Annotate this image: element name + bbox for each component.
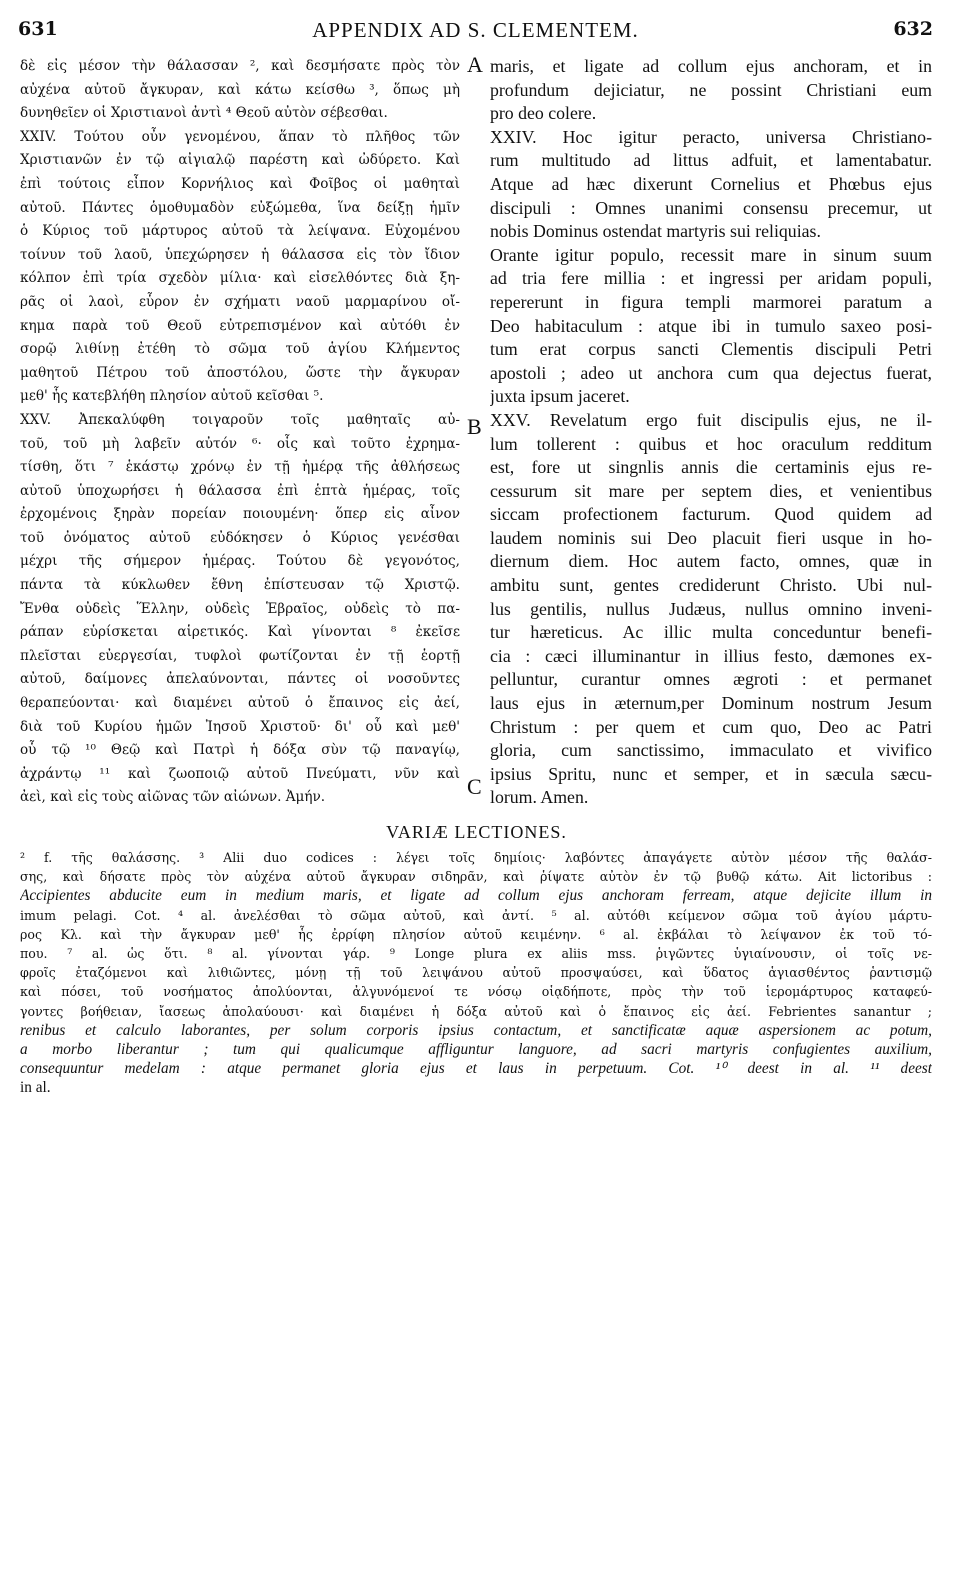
note-line: καὶ πόσει, τοῦ νοσήματος ἀπολύονται, ἀλγυνόμενοί τε νόσῳ οἱᾳδήποτε, πρὸς τὴν τοῦ ἱερομάρτυρος καταφεύ- — [20, 984, 932, 1000]
latin-text-line: XXV. Revelatum ergo fuit discipulis ejus, ne il- — [490, 409, 932, 430]
latin-text-line: profundum dejiciatur, ne possint Christiani eum — [490, 79, 932, 100]
running-title: APPENDIX AD S. CLEMENTEM. — [312, 18, 639, 42]
latin-text-line: Orante igitur populo, recessit mare in sinum suum — [490, 244, 932, 265]
greek-text-line: δυνηθεῖεν οἱ Χριστιανοὶ ἀντὶ ⁴ Θεοῦ αὐτὸν σέβεσθαι. — [20, 105, 388, 122]
greek-text-line: αὐχένα αὐτοῦ ἄγκυραν, καὶ κάτω κείσθω ³, ὅπως μὴ — [20, 81, 460, 98]
greek-text-line: σορῷ λιθίνῃ ἐτέθη τὸ σῶμα τοῦ ἁγίου Κλήμεντος — [20, 341, 460, 358]
greek-text-line: ἐπὶ τούτοις εἶπον Κορνήλιος καὶ Φοῖβος οἱ μαθηταὶ — [20, 175, 460, 192]
greek-text-line: πάντα τὰ κύκλωθεν ἔθνη ἐπίστευσαν τῷ Χριστῷ. — [20, 577, 460, 594]
latin-text-line: gloria, cum sanctissimo, immaculato et vivifico — [490, 740, 932, 761]
note-line: a morbo liberantur ; tum qui qualicumque affliguntur languore, ad sacri martyris confugientes auxilium, — [20, 1040, 932, 1058]
greek-text-line: τοῦ, τοῦ μὴ λαβεῖν αὐτόν ⁶· οἷς καὶ τοῦτο ἐχρημα- — [20, 435, 460, 452]
latin-text-line: laudem nominis sui Deo placuit fieri usque in ho- — [490, 527, 932, 548]
latin-text-line: maris, et ligate ad collum ejus anchoram, et in — [490, 56, 932, 76]
note-line: renibus et calculo laborantes, per solum corporis ipsius contactum, et sanctificatæ aquæ aspersionem ac potum, — [20, 1021, 932, 1039]
latin-text-line: pelluntur, curantur omnes ægroti : et permanet — [490, 669, 932, 690]
latin-text-line: tum erat corpus sancti Clementis discipuli Petri — [490, 339, 932, 360]
greek-text-line: διὰ τοῦ Κυρίου ἡμῶν Ἰησοῦ Χριστοῦ· δι' οὗ καὶ μεθ' — [20, 718, 460, 735]
latin-text-line: lum tollerent : quibus et hoc oraculum redditum — [490, 433, 932, 454]
variant-readings-notes — [20, 848, 932, 1097]
note-line: σης, καὶ δήσατε πρὸς τὸν αὐχένα αὐτοῦ ἄγκυραν σιδηρᾶν, καὶ ῥίψατε αὐτὸν ἐν τῷ βυθῷ κάτω. Ait lictoribus : — [20, 869, 932, 885]
greek-text-line: ράπαν εὑρίσκεται αἱρετικός. Καὶ γίνονται ⁸ ἐκεῖσε — [20, 624, 460, 641]
latin-text-line: pro deo colere. — [490, 103, 597, 124]
note-line: φροῖς ἐταζόμενοι καὶ λιθιῶντες, μόνῃ τῇ τοῦ λειψάνου αὐτοῦ προσψαύσει, καὶ ὕδατος ἁγιασθέντος ῥαντισμῷ — [20, 965, 932, 981]
greek-text-line: ἐρχομένοις ξηρὰν πορείαν ποιουμένη· ὅπερ εἰς αἶνον — [20, 506, 460, 523]
greek-text-line: δὲ εἰς μέσον τὴν θάλασσαν ², καὶ δεσμήσατε πρὸς τὸν — [20, 58, 460, 74]
latin-text-line: lorum. Amen. — [490, 787, 589, 808]
note-line: ² f. τῆς θαλάσσης. ³ Alii duo codices : λέγει τοῖς δημίοις· λαβόντες ἀπαγάγετε αὐτὸν μέσον τῆς θαλάσ- — [20, 850, 932, 865]
latin-text-line: discipuli : Omnes unanimi consensu precemur, ut — [490, 197, 932, 218]
latin-text-line: cessurum sit mare per septem dies, et venientibus — [490, 480, 932, 501]
greek-text-line: Χριστιανῶν ἐν τῷ αἰγιαλῷ παρέστη καὶ ὠδύρετο. Καὶ — [20, 152, 460, 169]
note-line: γοντες βοήθειαν, ἴασεως ἀπολαύουσι· καὶ διαμένει ἡ δόξα αὐτοῦ καὶ ὁ ἔπαινος εἰς ἀεί. Febrientes sanantur ; — [20, 1003, 932, 1019]
page-number-left: 631 — [18, 18, 58, 40]
greek-text-line: θεραπεύονται· καὶ διαμένει αὐτοῦ ὁ ἔπαινος εἰς ἀεί, — [20, 695, 460, 712]
greek-text-line: XXIV. Τούτου οὖν γενομένου, ἅπαν τὸ πλῆθος τῶν — [20, 128, 460, 145]
latin-text-line: XXIV. Hoc igitur peracto, universa Christiano- — [490, 126, 932, 147]
note-line: Accipientes abducite eum in medium maris, et ligate ad collum ejus anchoram ferream, atque dejicite illum in — [20, 887, 932, 905]
greek-text-line: ἀεὶ, καὶ εἰς τοὺς αἰῶνας τῶν αἰώνων. Ἀμήν. — [20, 789, 326, 806]
margin-letter-a: A — [467, 52, 483, 77]
greek-text-line: οὗ τῷ ¹⁰ Θεῷ καὶ Πατρὶ ἡ δόξα σὺν τῷ παναγίῳ, — [20, 742, 460, 759]
latin-text-line: apostoli ; adeo ut anchora cum qua dejectus fuerat, — [490, 362, 932, 383]
note-line: consequuntur medelam : atque permanet gloria ejus et laus in perpetuum. Cot. ¹⁰ deest in al. ¹¹ deest — [20, 1060, 932, 1078]
note-line: που. ⁷ al. ὡς ὅτι. ⁸ al. γίνονται γάρ. ⁹ Longe plura ex aliis mss. ῥιγῶντες ὑγιαίνουσιν, οἱ τοῖς νε- — [20, 945, 932, 961]
latin-text-column — [490, 55, 932, 810]
greek-text-line: XXV. Ἀπεκαλύφθη τοιγαροῦν τοῖς μαθηταῖς αὐ- — [20, 411, 460, 428]
running-header — [18, 18, 933, 46]
greek-text-line: ἀχράντῳ ¹¹ καὶ ζωοποιῷ αὐτοῦ Πνεύματι, νῦν καὶ — [20, 765, 460, 782]
greek-text-line: μαθητοῦ Πέτρου τοῦ ἀποστόλου, ὥστε τὴν ἄγκυραν — [20, 364, 460, 381]
latin-text-line: juxta ipsum jaceret. — [490, 386, 630, 407]
greek-text-line: τίσθη, ὅτι ⁷ ἑκάστῳ χρόνῳ ἐν τῇ ἡμέρᾳ τῆς ἀθλήσεως — [20, 459, 460, 476]
greek-text-line: αὐτοῦ, δαίμονες ἀπελαύνονται, πάντες οἱ νοσοῦντες — [20, 671, 460, 688]
greek-text-line: τοίνυν τοῦ λαοῦ, ὑπεχώρησεν ἡ θάλασσα εἰς τὸν ἴδιον — [20, 246, 460, 263]
greek-text-line: αὐτοῦ. Πάντες ὁμοθυμαδὸν εὐξώμεθα, ἵνα δείξῃ ἡμῖν — [20, 199, 460, 216]
note-line: ρος Κλ. καὶ τὴν ἄγκυραν μεθ' ἧς ἐρρίφη πλησίον αὐτοῦ κειμένην. ⁶ al. ἐκβάλαι τὸ λείψανον ἐκ τοῦ τό- — [20, 926, 932, 942]
latin-text-line: nobis Dominus ostendat martyris sui reliquias. — [490, 221, 821, 242]
greek-text-line: κημα παρὰ τοῦ Θεοῦ εὐτρεπισμένον καὶ αὐτόθι ἐν — [20, 317, 460, 334]
greek-text-line: αὐτοῦ ὑποχωρήσει ἡ θάλασσα ἐπὶ ἑπτὰ ἡμέρας, τοῖς — [20, 482, 460, 499]
margin-letter-b: B — [467, 414, 482, 439]
notes-heading: VARIÆ LECTIONES. — [386, 822, 567, 842]
latin-text-line: siccam profectionem facturum. Quod quidem ad — [490, 504, 932, 525]
latin-text-line: ambitu sunt, gentes crediderunt Christo. Ubi nul- — [490, 575, 932, 596]
latin-text-line: rum multitudo ad littus adfuit, et lamentabatur. — [490, 150, 932, 171]
latin-text-line: cia : cæci illuminantur in illius festo, dæmones ex- — [490, 645, 932, 666]
latin-text-line: Deo habitaculum : atque ibi in tumulo saxeo posi- — [490, 315, 932, 336]
greek-text-line: μέχρι τῆς σήμερον ἡμέρας. Τούτου δὲ γεγονότος, — [20, 553, 460, 570]
latin-text-line: diernum diem. Hoc autem facto, omnes, quæ in — [490, 551, 932, 572]
latin-text-line: Christum : per quem et cum quo, Deo ac Patri — [490, 716, 932, 737]
greek-text-line: ὁ Κύριος τοῦ μάρτυρος αὐτοῦ τὰ λείψανα. Εὐχομένου — [20, 223, 460, 240]
greek-text-line: μεθ' ἧς κατεβλήθη πλησίον αὐτοῦ κεῖσθαι ⁵. — [20, 388, 324, 405]
latin-text-line: tur hæreticus. Ac illic multa conceduntur benefi- — [490, 622, 932, 643]
greek-text-line: κόλπον ἐπὶ τρία σχεδὸν μίλια· καὶ εἰσελθόντες διὰ ξη- — [20, 270, 460, 287]
latin-text-line: est, fore ut singnlis annis die certaminis ejus re- — [490, 457, 932, 478]
greek-text-line: πλεῖσται εὐεργεσίαι, τυφλοὶ φωτίζονται ἐν τῇ ἑορτῇ — [20, 647, 460, 664]
greek-text-column — [20, 55, 460, 810]
latin-text-line: ad tria fere millia : et ingressi per aridam populi, — [490, 268, 932, 289]
note-line: in al. — [20, 1079, 51, 1097]
latin-text-line: ipsius Spritu, nunc et semper, et in sæcula sæcu- — [490, 763, 932, 784]
greek-text-line: τοῦ ὀνόματος αὐτοῦ εὐδόκησεν ὁ Κύριος γενέσθαι — [20, 529, 460, 546]
page-number-right: 632 — [893, 18, 933, 40]
greek-text-line: Ἔνθα οὐδεὶς Ἕλλην, οὐδεὶς Ἑβραῖος, οὐδεὶς τὸ πα- — [20, 600, 460, 617]
note-line: imum pelagi. Cot. ⁴ al. ἀνελέσθαι τὸ σῶμα αὐτοῦ, καὶ ἀντί. ⁵ al. αὐτόθι κείμενον σῶμα τοῦ ἁγίου μάρτυ- — [20, 907, 932, 923]
latin-text-line: Atque ad hæc dixerunt Cornelius et Phœbus ejus — [490, 173, 932, 194]
greek-text-line: ρᾶς οἱ λαοὶ, εὗρον ἐν σχήματι ναοῦ μαρμαρίνου οἴ- — [20, 293, 460, 310]
latin-text-line: laus ejus in æternum,per Dominum nostrum Jesum — [490, 693, 932, 714]
margin-letter-c: C — [467, 774, 482, 799]
latin-text-line: lus gentilis, nullus Judæus, nullus omnino inveni- — [490, 598, 932, 619]
latin-text-line: repererunt in figura templi marmorei paratum a — [490, 291, 932, 312]
